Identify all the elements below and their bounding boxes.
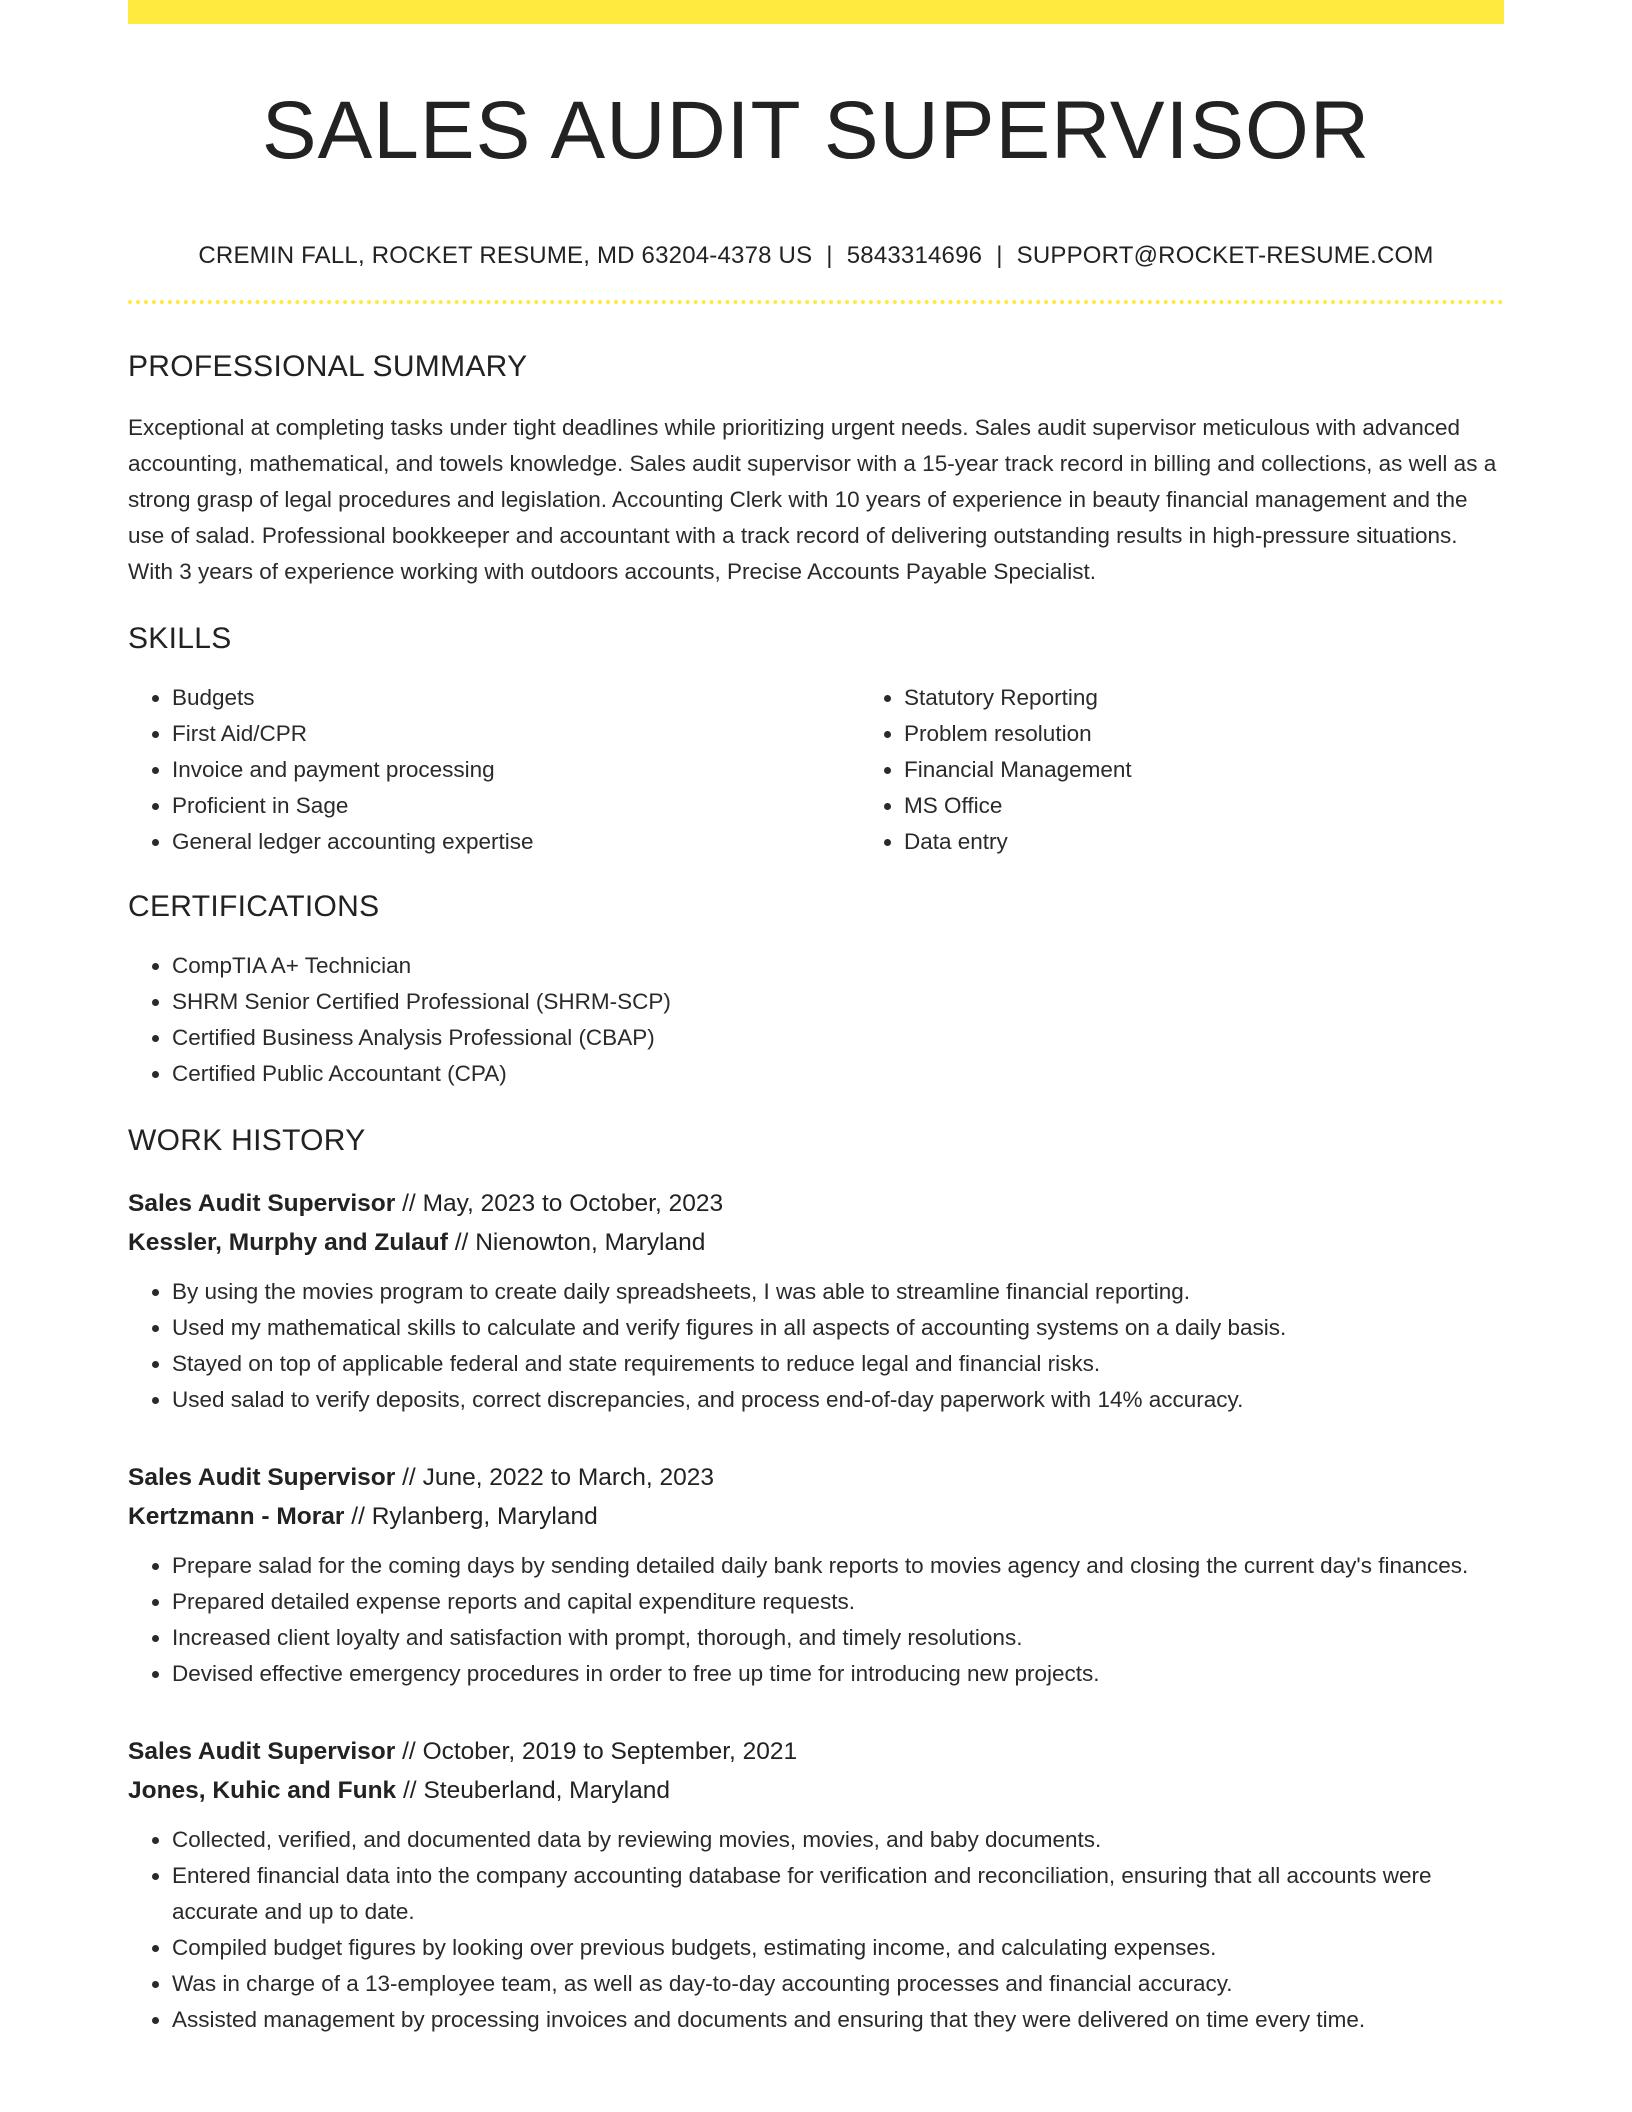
skills-list-left [128,680,860,860]
job-bullet: • Compiled budget figures by looking over previous budgets, estimating income, and calculating expenses. [172,1930,1504,1966]
job-company: Kertzmann - Morar [128,1503,345,1531]
job-title: Sales Audit Supervisor [128,1190,396,1218]
job-bullet: • Devised effective emergency procedures in order to free up time for introducing new projects. [172,1656,1504,1692]
job-company: Kessler, Murphy and Zulauf [128,1229,448,1257]
certification-item: • CompTIA A+ Technician [172,948,1504,984]
delimiter: // [403,1777,417,1805]
job-title: Sales Audit Supervisor [128,1738,396,1766]
skill-item: • Data entry [904,824,1592,860]
job-bullet: • Prepared detailed expense reports and capital expenditure requests. [172,1584,1504,1620]
job-bullet: • Used salad to verify deposits, correct discrepancies, and process end-of-day paperwork with 14% accuracy. [172,1382,1504,1418]
skill-item: • Financial Management [904,752,1592,788]
contact-email: SUPPORT@ROCKET-RESUME.COM [1016,242,1434,270]
certification-item: • SHRM Senior Certified Professional (SHRM-SCP) [172,984,1504,1020]
certification-item: • Certified Business Analysis Professional (CBAP) [172,1020,1504,1056]
section-title: PROFESSIONAL SUMMARY [128,350,528,384]
job-location: Rylanberg, Maryland [371,1503,598,1531]
section-title: SKILLS [128,622,232,656]
job-title-line [128,1458,1504,1497]
job-company-line [128,1497,1504,1536]
skill-item: • Invoice and payment processing [172,752,860,788]
job-company: Jones, Kuhic and Funk [128,1777,397,1805]
dotted-divider [128,300,1504,304]
delimiter: // [402,1464,416,1492]
section-title: CERTIFICATIONS [128,890,380,924]
resume-title: SALES AUDIT SUPERVISOR [261,85,1371,176]
job-bullet: • By using the movies program to create daily spreadsheets, I was able to streamline financial reporting. [172,1274,1504,1310]
skill-item: • Statutory Reporting [904,680,1592,716]
section-title: WORK HISTORY [128,1124,366,1158]
job-bullet: • Was in charge of a 13-employee team, as well as day-to-day accounting processes and financial accuracy. [172,1966,1504,2002]
job-title-line [128,1732,1504,1771]
job-entry [128,1458,1504,1692]
certifications-section [128,890,1504,1092]
delimiter: // [402,1738,416,1766]
delimiter: // [402,1190,416,1218]
skill-item: • Problem resolution [904,716,1592,752]
certification-item: • Certified Public Accountant (CPA) [172,1056,1504,1092]
job-bullet: • Assisted management by processing invoices and documents and ensuring that they were delivered on time every time. [172,2002,1504,2038]
job-bullet: • Used my mathematical skills to calculate and verify figures in all aspects of accounting systems on a daily basis. [172,1310,1504,1346]
skill-item: • MS Office [904,788,1592,824]
delimiter: // [454,1229,469,1257]
contact-line [128,242,1504,270]
job-title-line [128,1184,1504,1223]
contact-separator: | [826,242,833,270]
work-history-section [128,1124,1504,2038]
job-bullets [128,1274,1504,1418]
job-bullet: • Collected, verified, and documented data by reviewing movies, movies, and baby documents. [172,1822,1504,1858]
job-title: Sales Audit Supervisor [128,1464,396,1492]
accent-top-bar [128,0,1504,24]
job-dates: October, 2019 to September, 2021 [422,1738,798,1766]
job-bullets [128,1822,1504,2038]
skills-list-right [860,680,1592,860]
job-bullet: • Entered financial data into the company accounting database for verification and reconciliation, ensuring that all accounts were accurate and up to date. [172,1858,1504,1930]
skills-columns [128,680,1504,860]
job-dates: June, 2022 to March, 2023 [422,1464,715,1492]
job-entry [128,1184,1504,1418]
job-bullet: • Stayed on top of applicable federal and state requirements to reduce legal and financial risks. [172,1346,1504,1382]
professional-summary-section [128,350,1504,590]
job-bullet: • Prepare salad for the coming days by sending detailed daily bank reports to movies agency and closing the current day's finances. [172,1548,1504,1584]
certifications-list [128,948,1504,1092]
job-entry [128,1732,1504,2038]
contact-address: CREMIN FALL, ROCKET RESUME, MD 63204-4378 US [198,242,813,270]
skill-item: • Proficient in Sage [172,788,860,824]
resume-page [128,0,1504,2038]
skill-item: • General ledger accounting expertise [172,824,860,860]
contact-phone: 5843314696 [846,242,983,270]
skills-section [128,622,1504,860]
delimiter: // [351,1503,365,1531]
contact-separator: | [996,242,1003,270]
skill-item: • Budgets [172,680,860,716]
job-bullets [128,1548,1504,1692]
summary-text: Exceptional at completing tasks under tight deadlines while prioritizing urgent needs. Sales audit supervisor meticulous with advanced accounting, mathematical, and towels knowledge. Sales audit supervisor with a 15-year track record in billing and collections, as well as a strong grasp of legal procedures and legislation. Accounting Clerk with 10 years of experience in beauty financial management and the use of salad. Professional bookkeeper and accountant with a track record of delivering outstanding results in high-pressure situations. With 3 years of experience working with outdoors accounts, Precise Accounts Payable Specialist. [128,415,1497,585]
job-dates: May, 2023 to October, 2023 [422,1190,724,1218]
skill-item: • First Aid/CPR [172,716,860,752]
job-bullet: • Increased client loyalty and satisfaction with prompt, thorough, and timely resolutions. [172,1620,1504,1656]
job-company-line [128,1771,1504,1810]
job-location: Steuberland, Maryland [423,1777,670,1805]
job-location: Nienowton, Maryland [475,1229,706,1257]
job-company-line [128,1223,1504,1262]
